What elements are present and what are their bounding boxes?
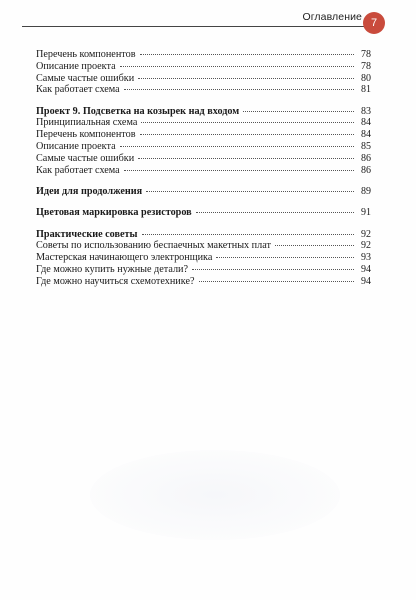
toc-leader-dots xyxy=(140,134,354,135)
toc-page-number: 86 xyxy=(361,164,371,176)
toc-entry-label: Мастерская начинающего электронщика xyxy=(36,252,213,264)
toc-page-number: 85 xyxy=(361,141,371,153)
toc-entry-label: Как работает схема xyxy=(36,84,120,96)
toc-page-number: 84 xyxy=(361,129,371,141)
toc-section-gap xyxy=(36,198,371,208)
toc-leader-dots xyxy=(243,111,354,112)
toc-entry[interactable] xyxy=(36,240,371,252)
toc-entry[interactable] xyxy=(36,49,371,61)
toc-page-number: 91 xyxy=(361,207,371,219)
toc-page-number: 84 xyxy=(361,117,371,129)
toc-leader-dots xyxy=(140,54,354,55)
toc-entry-label: Цветовая маркировка резисторов xyxy=(36,207,192,219)
toc-leader-dots xyxy=(138,78,354,79)
toc-section-gap xyxy=(36,219,371,229)
toc-entry[interactable] xyxy=(36,141,371,153)
toc-entry[interactable] xyxy=(36,252,371,264)
toc-entry-label: Советы по использованию беспаечных макетных плат xyxy=(36,240,271,252)
toc-entry-label: Идеи для продолжения xyxy=(36,185,143,197)
toc-entry-label: Проект 9. Подсветка на козырек над входом xyxy=(36,105,240,117)
toc-entry[interactable] xyxy=(36,73,371,85)
toc-leader-dots xyxy=(138,158,354,159)
toc-entry-label: Где можно научиться схемотехнике? xyxy=(36,275,195,287)
table-of-contents xyxy=(36,49,371,288)
toc-entry-label: Самые частые ошибки xyxy=(36,72,135,84)
toc-entry[interactable] xyxy=(36,276,371,288)
toc-page-number: 86 xyxy=(361,152,371,164)
header-rule xyxy=(22,26,382,27)
toc-entry[interactable] xyxy=(36,61,371,73)
toc-page-number: 92 xyxy=(361,240,371,252)
toc-leader-dots xyxy=(142,234,355,235)
toc-leader-dots xyxy=(196,212,354,213)
toc-page-number: 94 xyxy=(361,263,371,275)
toc-entry[interactable] xyxy=(36,153,371,165)
toc-leader-dots xyxy=(120,66,354,67)
toc-leader-dots xyxy=(124,170,354,171)
toc-entry-label: Практические советы xyxy=(36,228,138,240)
toc-leader-dots xyxy=(120,146,354,147)
toc-entry-label: Как работает схема xyxy=(36,164,120,176)
toc-leader-dots xyxy=(216,257,354,258)
toc-section-gap xyxy=(36,96,371,106)
running-header-title: Оглавление xyxy=(302,11,362,23)
toc-section-heading[interactable] xyxy=(36,207,371,219)
toc-page-number: 81 xyxy=(361,84,371,96)
toc-page-number: 78 xyxy=(361,60,371,72)
toc-entry-label: Описание проекта xyxy=(36,60,116,72)
toc-leader-dots xyxy=(124,89,354,90)
toc-entry[interactable] xyxy=(36,264,371,276)
toc-leader-dots xyxy=(141,122,354,123)
toc-section-heading[interactable] xyxy=(36,186,371,198)
toc-leader-dots xyxy=(146,191,354,192)
toc-entry-label: Перечень компонентов xyxy=(36,49,136,60)
toc-leader-dots xyxy=(275,245,354,246)
toc-entry[interactable] xyxy=(36,165,371,177)
toc-entry[interactable] xyxy=(36,84,371,96)
toc-page-number: 89 xyxy=(361,185,371,197)
toc-section-gap xyxy=(36,176,371,186)
toc-entry-label: Описание проекта xyxy=(36,141,116,153)
toc-entry[interactable] xyxy=(36,117,371,129)
toc-entry-label: Где можно купить нужные детали? xyxy=(36,263,189,275)
toc-page-number: 83 xyxy=(361,105,371,117)
toc-section-heading[interactable] xyxy=(36,229,371,241)
toc-entry-label: Перечень компонентов xyxy=(36,129,136,141)
reverse-page-shadow xyxy=(90,450,340,540)
toc-page-number: 80 xyxy=(361,72,371,84)
toc-page-number: 78 xyxy=(361,49,371,60)
toc-page-number: 92 xyxy=(361,228,371,240)
toc-entry[interactable] xyxy=(36,129,371,141)
toc-entry-label: Самые частые ошибки xyxy=(36,152,135,164)
toc-page-number: 94 xyxy=(361,275,371,287)
page-number-badge: 7 xyxy=(363,12,385,34)
toc-leader-dots xyxy=(199,281,354,282)
toc-page-number: 93 xyxy=(361,252,371,264)
toc-section-heading[interactable] xyxy=(36,106,371,118)
toc-entry-label: Принципиальная схема xyxy=(36,117,138,129)
toc-leader-dots xyxy=(192,269,354,270)
